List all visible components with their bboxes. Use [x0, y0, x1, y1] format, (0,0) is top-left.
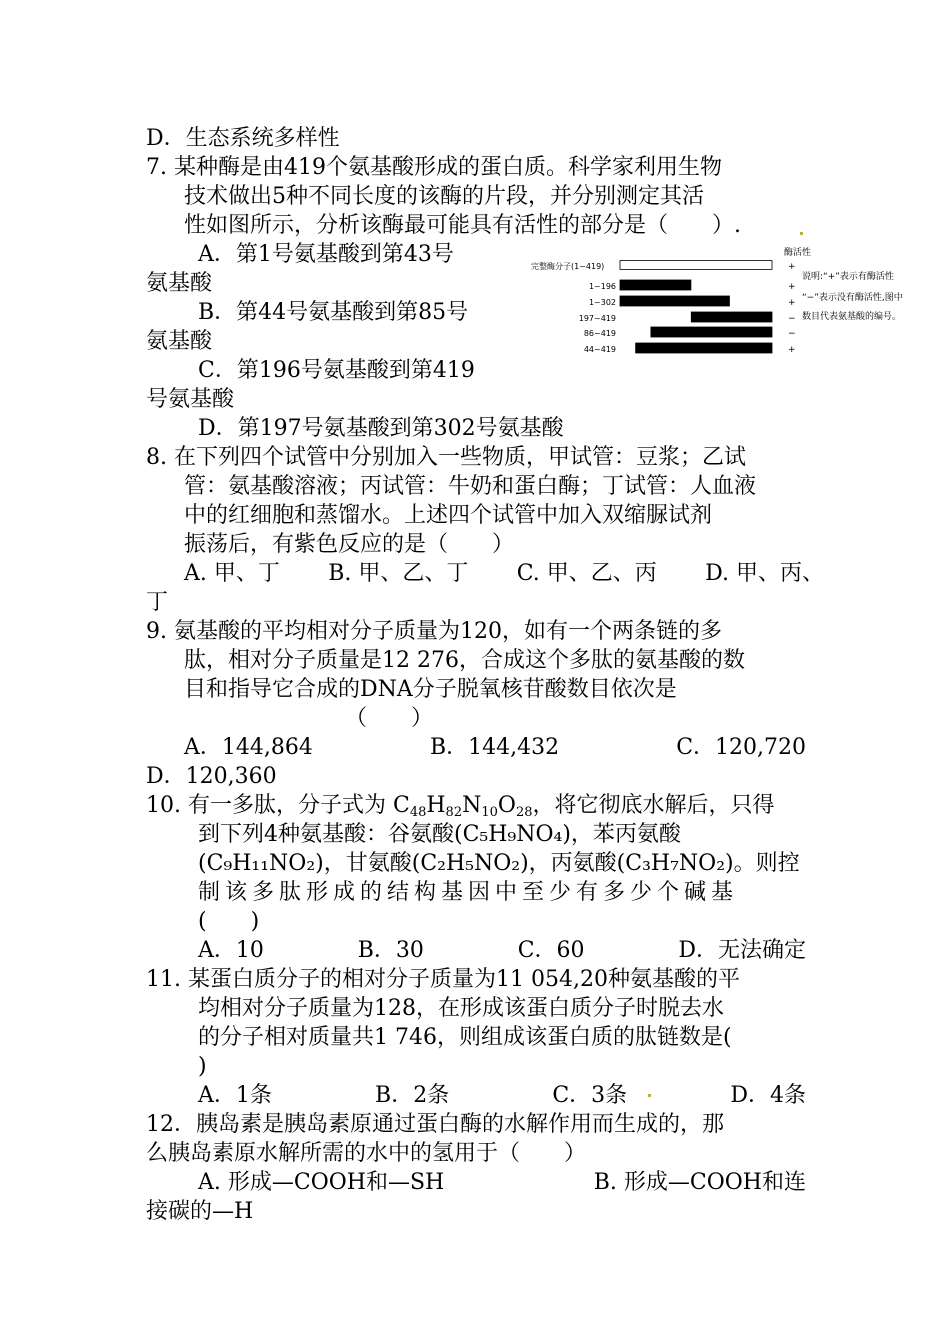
- bar-label: 44~419: [583, 345, 616, 354]
- q9-stem-4: （ ）: [345, 706, 434, 731]
- legend-note-1: 说明:“+”表示有酶活性: [802, 272, 894, 282]
- activity-header: 酶活性: [784, 248, 812, 258]
- q12-option-a: A. 形成—COOH和—SH: [198, 1170, 445, 1195]
- fragment-bar: [620, 261, 772, 270]
- bar-label: 1~196: [588, 282, 616, 291]
- q10-text-pre: 10. 有一多肽，分子式为 C: [146, 793, 410, 818]
- q11-option-a: A．1条: [198, 1083, 272, 1108]
- q11-stem-4: ): [198, 1054, 207, 1079]
- q7-option-c: C．第196号氨基酸到第419: [198, 358, 475, 383]
- scan-speck: [648, 1094, 651, 1097]
- q12-stem-2: 么胰岛素原水解所需的水中的氢用于（ ）: [146, 1141, 587, 1166]
- q9-option-c: C．120,720: [676, 735, 806, 760]
- legend-note-2: “−”表示没有酶活性,图中: [802, 293, 903, 303]
- q10-stem-2: 到下列4种氨基酸：谷氨酸(C₅H₉NO₄)，苯丙氨酸: [198, 822, 681, 847]
- q11-stem-2: 均相对分子质量为128，在形成该蛋白质分子时脱去水: [198, 996, 724, 1021]
- q8-option-a: A. 甲、丁: [184, 561, 280, 586]
- q10-option-a: A．10: [198, 938, 264, 963]
- q11-option-b: B．2条: [375, 1083, 450, 1108]
- q11-option-c: C．3条: [552, 1083, 628, 1108]
- fragment-bar: [651, 327, 772, 337]
- q10-text-n: N: [462, 793, 482, 818]
- q7-option-b: B．第44号氨基酸到第85号: [198, 300, 469, 325]
- q10-sub-c: 48: [409, 805, 427, 820]
- q12-option-b: B. 形成—COOH和连: [593, 1170, 806, 1195]
- enzyme-activity-figure: [528, 244, 928, 360]
- q8-option-b: B. 甲、乙、丁: [328, 561, 469, 586]
- q10-text-post: ，将它彻底水解后，只得: [532, 793, 775, 818]
- q10-stem-3: (C₉H₁₁NO₂)，甘氨酸(C₂H₅NO₂)，丙氨酸(C₃H₇NO₂)。则控: [198, 851, 800, 876]
- q10-stem-5: ( ): [198, 909, 260, 934]
- q7-stem-3: 性如图所示，分析该酶最可能具有活性的部分是（ ）.: [184, 213, 741, 238]
- q9-stem-1: 9. 氨基酸的平均相对分子质量为120，如有一个两条链的多: [146, 619, 722, 644]
- fragment-bar: [691, 312, 772, 322]
- q12-option-b-cont: 接碳的—H: [146, 1199, 254, 1224]
- q10-sub-h: 82: [445, 805, 463, 820]
- q11-options: [198, 1081, 806, 1110]
- activity-mark: −: [788, 329, 796, 339]
- q9-stem-2: 肽，相对分子质量是12 276，合成这个多肽的氨基酸的数: [184, 648, 745, 673]
- q10-stem-1: [146, 791, 775, 820]
- q7-option-c-cont: 号氨基酸: [146, 387, 235, 412]
- q11-stem-3: 的分子相对质量共1 746，则组成该蛋白质的肽链数是(: [198, 1025, 732, 1050]
- q7-option-a-cont: 氨基酸: [146, 271, 213, 296]
- q9-options: [184, 733, 806, 762]
- bar-label: 197~419: [578, 314, 616, 323]
- q8-stem-1: 8. 在下列四个试管中分别加入一些物质，甲试管：豆浆；乙试: [146, 445, 746, 470]
- activity-mark: +: [788, 262, 796, 272]
- q10-option-d: D．无法确定: [678, 938, 806, 963]
- l1: D．生态系统多样性: [146, 126, 340, 151]
- q10-sub-o: 28: [515, 805, 533, 820]
- q9-stem-3: 目和指导它合成的DNA分子脱氧核苷酸数目依次是: [184, 677, 677, 702]
- q11-option-d: D．4条: [730, 1083, 806, 1108]
- activity-mark: −: [788, 314, 796, 324]
- scan-speck: [800, 232, 803, 235]
- q9-option-a: A．144,864: [184, 735, 313, 760]
- q10-option-c: C．60: [517, 938, 585, 963]
- q12-stem-1: 12．胰岛素是胰岛素原通过蛋白酶的水解作用而生成的，那: [146, 1112, 724, 1137]
- q7-option-a: A．第1号氨基酸到第43号: [198, 242, 454, 267]
- bar-label: 1~302: [588, 298, 616, 307]
- bar-label: 86~419: [583, 329, 616, 338]
- q9-option-b: B．144,432: [429, 735, 560, 760]
- fragment-bar: [620, 280, 691, 290]
- bars-group: [531, 261, 796, 356]
- q10-stem-4: 制该多肽形成的结构基因中至少有多少个碱基: [198, 880, 739, 905]
- q8-stem-3: 中的红细胞和蒸馏水。上述四个试管中加入双缩脲试剂: [184, 503, 713, 528]
- q7-stem-2: 技术做出5种不同长度的该酶的片段，并分别测定其活: [184, 184, 704, 209]
- activity-mark: +: [788, 282, 796, 292]
- q8-stem-4: 振荡后，有紫色反应的是（ ）: [184, 532, 515, 557]
- q10-option-b: B．30: [357, 938, 424, 963]
- q8-stem-2: 管：氨基酸溶液；丙试管：牛奶和蛋白酶；丁试管：人血液: [184, 474, 757, 499]
- fragment-bar-chart: [528, 244, 928, 360]
- q7-option-d: D．第197号氨基酸到第302号氨基酸: [198, 416, 564, 441]
- activity-mark: +: [788, 345, 796, 355]
- q10-sub-n: 10: [481, 805, 498, 820]
- q8-options: [184, 559, 824, 588]
- q10-text-o: O: [497, 793, 516, 818]
- bar-label: 完整酶分子(1~419): [531, 262, 605, 271]
- q11-stem-1: 11. 某蛋白质分子的相对分子质量为11 054,20种氨基酸的平: [146, 967, 740, 992]
- q8-option-c: C. 甲、乙、丙: [516, 561, 657, 586]
- fragment-bar: [620, 296, 729, 306]
- q10-options: [198, 936, 806, 965]
- legend-note-3: 数目代表氨基酸的编号。: [802, 312, 902, 322]
- q12-options: [198, 1168, 806, 1197]
- q8-option-d: D. 甲、丙、: [705, 561, 824, 586]
- q9-option-d: D．120,360: [146, 764, 277, 789]
- q7-option-b-cont: 氨基酸: [146, 329, 213, 354]
- activity-mark: +: [788, 298, 796, 308]
- q10-text-h: H: [426, 793, 446, 818]
- fragment-bar: [636, 343, 772, 353]
- q7-stem-1: 7. 某种酶是由419个氨基酸形成的蛋白质。科学家利用生物: [146, 155, 722, 180]
- q8-option-d-cont: 丁: [146, 590, 169, 615]
